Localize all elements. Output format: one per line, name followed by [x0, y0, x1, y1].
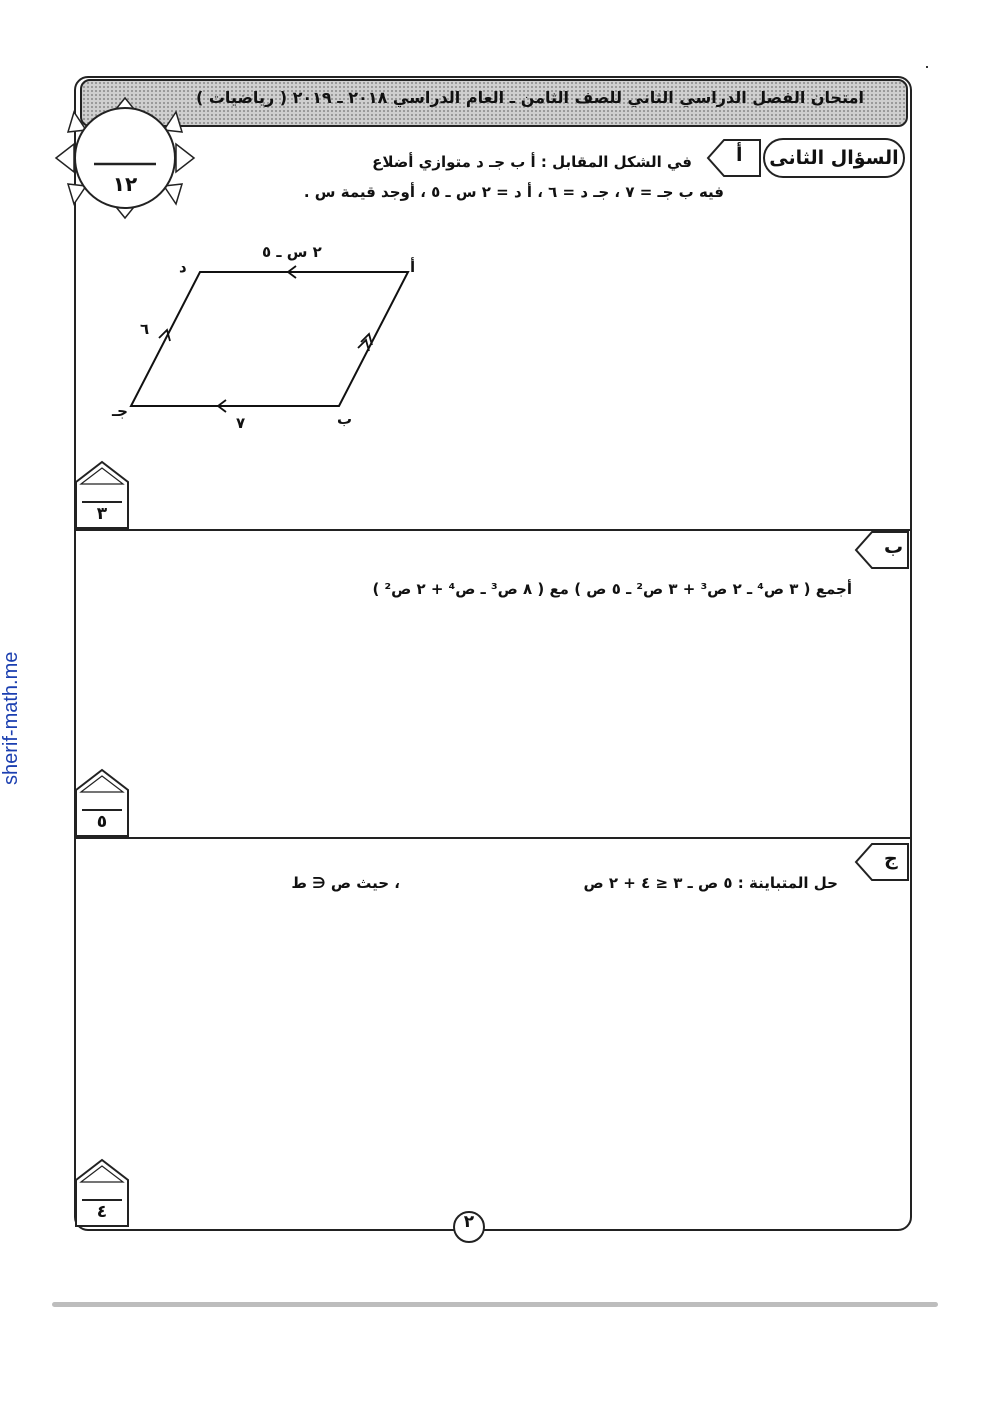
scan-dot	[926, 66, 928, 68]
part-b-text: أجمع ( ٣ ص⁴ ـ ٢ ص³ + ٣ ص² ـ ٥ ص ) مع ( ٨ ص³ ـ ص⁴ + ٢ ص² )	[372, 580, 852, 598]
page-number: ٢	[463, 1212, 475, 1232]
divider-a-b	[76, 529, 910, 531]
left-side-label: ٦	[140, 320, 150, 338]
vertex-d-label: د	[179, 258, 187, 276]
part-c-label: ج	[884, 848, 898, 870]
bottom-rule	[52, 1302, 938, 1307]
part-c-tag	[854, 842, 910, 882]
total-score-badge	[52, 96, 198, 220]
divider-b-c	[76, 837, 910, 839]
total-score-value: ١٢	[112, 172, 138, 196]
part-a-line1: في الشكل المقابل : أ ب جـ د متوازي أضلاع	[372, 153, 692, 171]
part-a-label: أ	[736, 144, 743, 166]
part-a-line2: فيه ب جـ = ٧ ، جـ د = ٦ ، أ د = ٢ س ـ ٥ ، أوجد قيمة س .	[303, 183, 724, 201]
part-a-tag	[706, 138, 762, 178]
exam-header-title: امتحان الفصل الدراسي الثاني للصف الثامن ـ العام الدراسي ٢٠١٨ ـ ٢٠١٩ ( رياضيات )	[195, 88, 864, 107]
part-b-score-badge	[74, 768, 130, 834]
question-title: السؤال الثانى	[763, 138, 905, 178]
part-b-label: ب	[884, 536, 904, 558]
part-c-inequality: حل المتباينة : ٥ ص ـ ٣ ≤ ٤ + ٢ ص	[583, 874, 838, 892]
vertex-c-label: جـ	[112, 402, 128, 420]
part-a-score: ٣	[96, 504, 108, 524]
part-c-score: ٤	[96, 1202, 108, 1222]
part-c-domain: ، حيث ص ∈ ط	[291, 874, 400, 892]
part-a-score-badge	[74, 460, 130, 526]
site-watermark: sherif-math.me	[0, 651, 22, 785]
top-side-label: ٢ س ـ ٥	[262, 243, 322, 261]
parallelogram-figure	[100, 240, 440, 440]
vertex-b-label: ب	[337, 410, 353, 428]
vertex-a-label: أ	[410, 258, 416, 276]
part-b-tag	[854, 530, 910, 570]
bottom-side-label: ٧	[236, 414, 246, 432]
part-b-score: ٥	[96, 812, 108, 832]
part-c-score-badge	[74, 1158, 130, 1224]
